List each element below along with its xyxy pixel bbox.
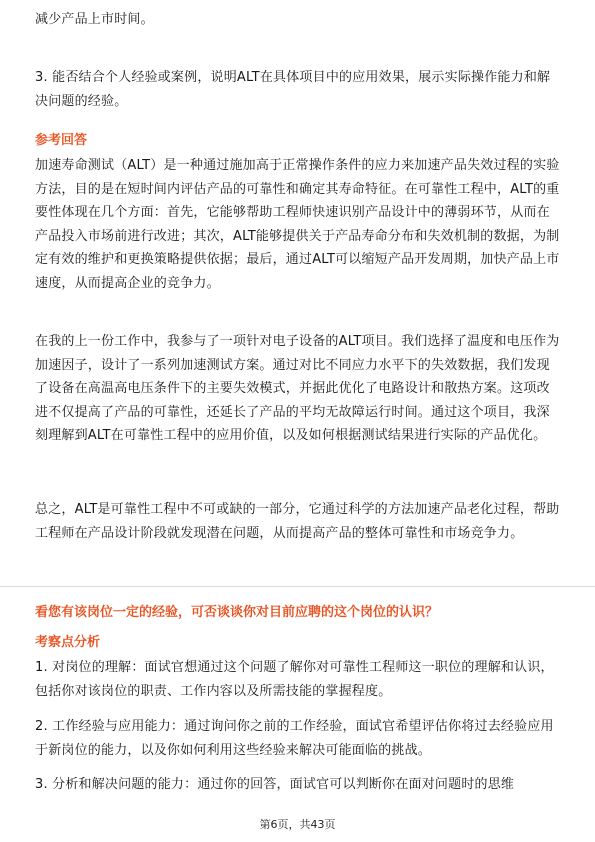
intro-item-3: 3. 能否结合个人经验或案例，说明ALT在具体项目中的应用效果，展示实际操作能力和解决问题的经验。 [35,70,551,109]
section-divider [0,586,595,587]
page-number: 第6页，共43页 [259,818,336,831]
answer-paragraph-1: 加速寿命测试（ALT）是一种通过施加高于正常操作条件的应力来加速产品失效过程的实验方法，目的是在短时间内评估产品的可靠性和确定其寿命特征。在可靠性工程中，ALT的重要性体现在几个方面：首先，它能够帮助工程师快速识别产品设计中的薄弱环节，从而在产品投入市场前进行改进；其次，ALT能够提供关于产品寿命分布和失效机制的数据，为制定有效的维护和更换策略提供依据；最后，通过ALT可以缩短产品开发周期，加快产品上市速度，从而提高企业的竞争力。 [35,158,560,291]
answer-heading: 参考回答 [35,133,88,148]
analysis-item-1: 1. 对岗位的理解：面试官想通过这个问题了解你对可靠性工程师这一职位的理解和认识，包括你对该岗位的职责、工作内容以及所需技能的掌握程度。 [35,660,554,699]
question-title: 看您有该岗位一定的经验，可否谈谈你对目前应聘的这个岗位的认识？ [35,605,439,620]
analysis-item-2: 2. 工作经验与应用能力：通过询问你之前的工作经验，面试官希望评估你将过去经验应用于新岗位的能力，以及你如何利用这些经验来解决可能面临的挑战。 [35,719,554,758]
analysis-heading: 考察点分析 [35,635,101,650]
intro-line: 减少产品上市时间。 [35,12,154,27]
answer-paragraph-3: 总之，ALT是可靠性工程中不可或缺的一部分，它通过科学的方法加速产品老化过程，帮助工程师在产品设计阶段就发现潜在问题，从而提高产品的整体可靠性和市场竞争力。 [35,502,560,541]
analysis-item-3: 3. 分析和解决问题的能力：通过你的回答，面试官可以判断你在面对问题时的思维 [35,777,515,792]
answer-paragraph-2: 在我的上一份工作中，我参与了一项针对电子设备的ALT项目。我们选择了温度和电压作为加速因子，设计了一系列加速测试方案。通过对比不同应力水平下的失效数据，我们发现了设备在高温高电压条件下的主要失效模式，并据此优化了电路设计和散热方案。这项改进不仅提高了产品的可靠性，还延长了产品的平均无故障运行时间。通过这个项目，我深刻理解到ALT在可靠性工程中的应用价值，以及如何根据测试结果进行实际的产品优化。 [35,334,560,443]
